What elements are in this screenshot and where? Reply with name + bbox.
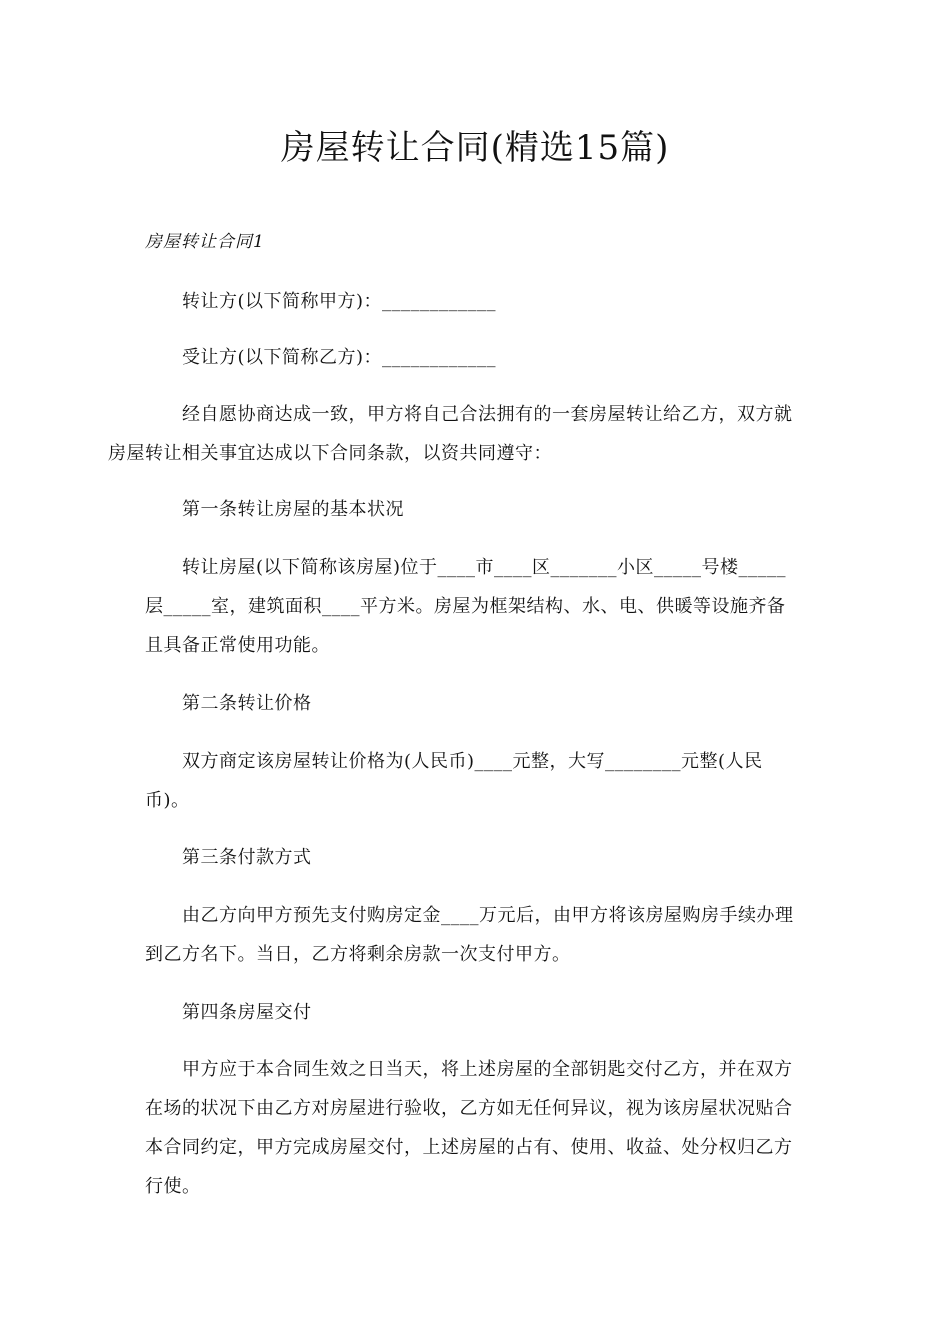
article1-line-1: 转让房屋(以下简称该房屋)位于____市____区_______小区_____号楼_____ (182, 557, 787, 578)
article2-line-2: 币)。 (145, 790, 190, 811)
article1-heading: 第一条转让房屋的基本状况 (182, 499, 404, 520)
transferor-line: 转让方(以下简称甲方)：____________ (182, 291, 497, 312)
section-title: 房屋转让合同1 (145, 232, 265, 252)
article4-line-3: 本合同约定，甲方完成房屋交付，上述房屋的占有、使用、收益、处分权归乙方 (145, 1137, 793, 1158)
article1-body (145, 548, 810, 665)
article1-line-2: 层_____室，建筑面积____平方米。房屋为框架结构、水、电、供暖等设施齐备 (145, 596, 786, 617)
article1-line-3: 且具备正常使用功能。 (145, 635, 330, 656)
article3-heading: 第三条付款方式 (182, 847, 312, 868)
article4-heading: 第四条房屋交付 (182, 1002, 312, 1023)
article4-line-2: 在场的状况下由乙方对房屋进行验收，乙方如无任何异议，视为该房屋状况贴合 (145, 1098, 793, 1119)
article4-line-1: 甲方应于本合同生效之日当天，将上述房屋的全部钥匙交付乙方，并在双方 (182, 1059, 793, 1080)
intro-line-2: 房屋转让相关事宜达成以下合同条款，以资共同遵守： (108, 443, 552, 464)
article2-line-1: 双方商定该房屋转让价格为(人民币)____元整，大写________元整(人民 (182, 751, 763, 772)
article4-body (145, 1050, 810, 1206)
document-title: 房屋转让合同(精选15篇) (280, 128, 670, 168)
intro-paragraph (108, 395, 810, 473)
article2-body (145, 742, 810, 820)
article2-heading: 第二条转让价格 (182, 693, 312, 714)
article3-line-2: 到乙方名下。当日，乙方将剩余房款一次支付甲方。 (145, 944, 571, 965)
transferee-line: 受让方(以下简称乙方)：____________ (182, 347, 497, 368)
article3-line-1: 由乙方向甲方预先支付购房定金____万元后，由甲方将该房屋购房手续办理 (182, 905, 794, 926)
article3-body (145, 896, 810, 974)
intro-line-1: 经自愿协商达成一致，甲方将自己合法拥有的一套房屋转让给乙方，双方就 (182, 404, 793, 425)
article4-line-4: 行使。 (145, 1176, 201, 1197)
